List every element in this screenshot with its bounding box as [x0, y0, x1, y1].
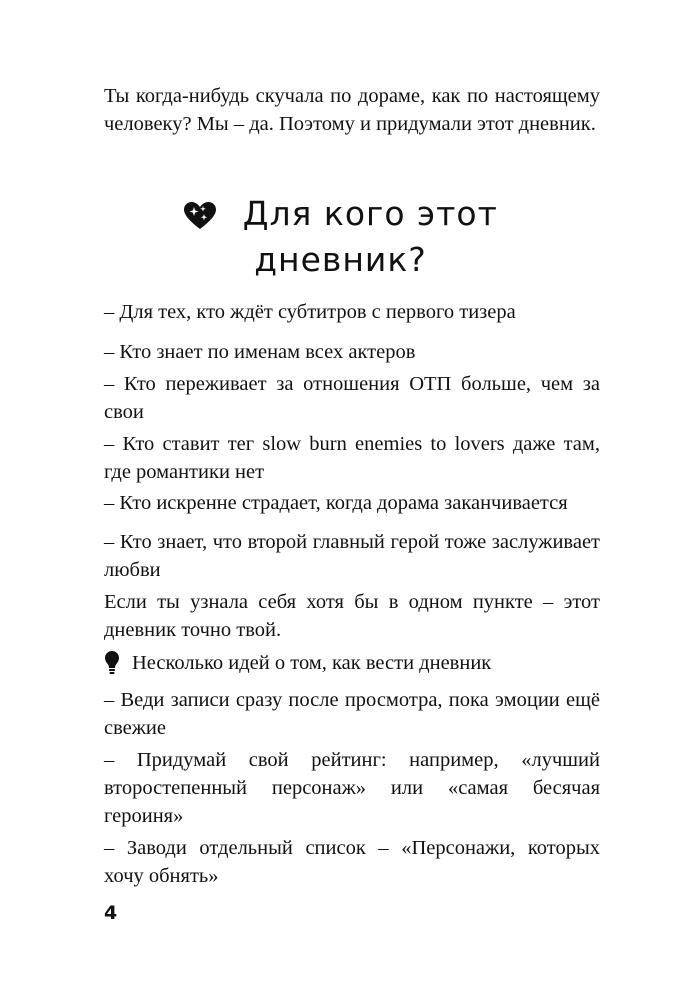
page-number: 4: [104, 902, 118, 924]
audience-item: – Кто ставит тег slow burn enemies to lovers даже там, где романтики нет: [104, 433, 600, 483]
section-heading: [0, 194, 681, 233]
tips-title: Несколько идей о том, как вести дневник: [132, 652, 492, 674]
conclusion-paragraph: Если ты узнала себя хотя бы в одном пункте – этот дневник точно твой.: [104, 591, 600, 641]
tip-item: – Заводи отдельный список – «Персонажи, которых хочу обнять»: [104, 837, 600, 887]
heart-sparkle-icon: [183, 201, 217, 231]
audience-item: – Для тех, кто ждёт субтитров с первого тизера: [104, 301, 516, 323]
heading-line-1: Для кого этот: [242, 194, 498, 233]
audience-item: – Кто знает по именам всех актеров: [104, 341, 416, 363]
heading-line-2: дневник?: [254, 240, 427, 279]
tips-heading: [104, 649, 491, 677]
lightbulb-icon: [104, 650, 120, 676]
audience-item: – Кто знает, что второй главный герой тоже заслуживает любви: [104, 531, 600, 581]
intro-paragraph: Ты когда-нибудь скучала по дораме, как по настоящему человеку? Мы – да. Поэтому и придумали этот дневник.: [104, 85, 600, 135]
audience-item: – Кто искренне страдает, когда дорама заканчивается: [104, 492, 568, 514]
tip-item: – Придумай свой рейтинг: например, «лучший второстепенный персонаж» или «самая бесячая героиня»: [104, 749, 600, 827]
audience-item: – Кто переживает за отношения ОТП больше, чем за свои: [104, 373, 600, 423]
tip-item: – Веди записи сразу после просмотра, пока эмоции ещё свежие: [104, 689, 600, 739]
